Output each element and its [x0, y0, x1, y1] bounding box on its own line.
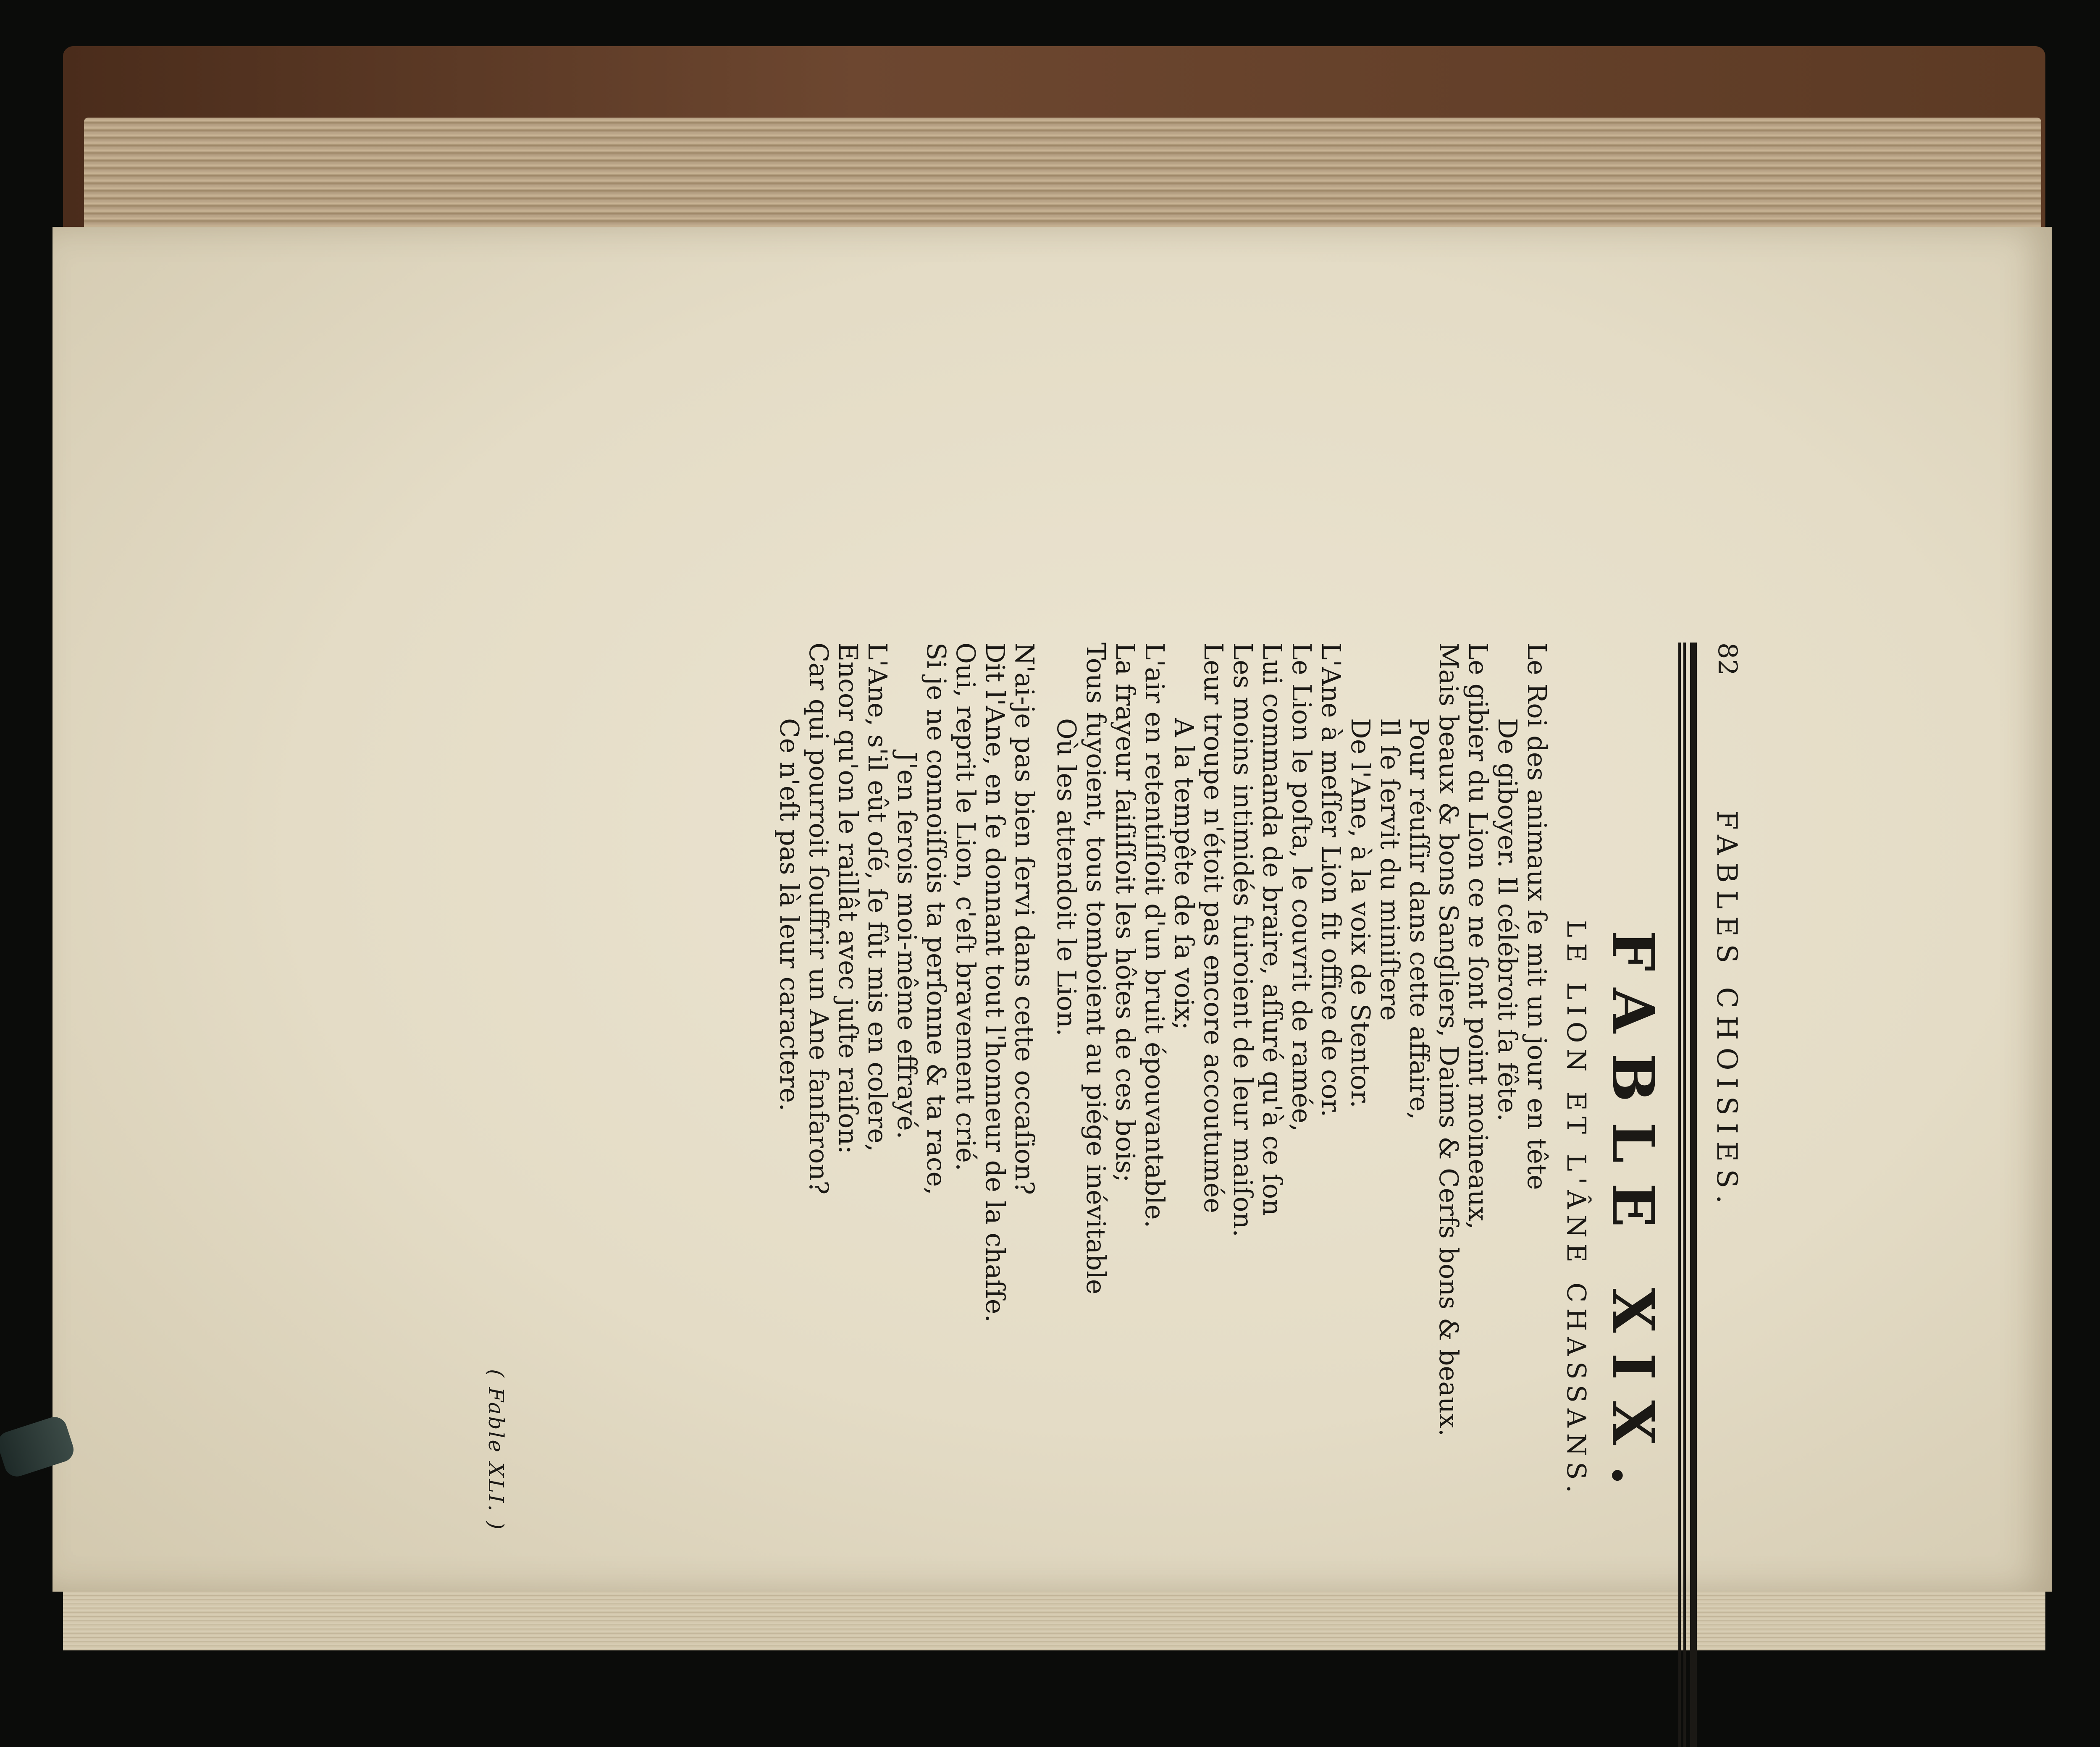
verse-line: Le Roi des animaux ſe mit un jour en tête — [1522, 643, 1552, 1190]
verse-line: Mais beaux & bons Sangliers, Daims & Cerfs bons & beaux. — [1433, 643, 1464, 1437]
verse-line: Car qui pourroit ſouffrir un Ane fanfaron? — [803, 643, 834, 1195]
verse-line: A la tempête de ſa voix; — [1169, 718, 1200, 1030]
verse-line: Il ſe ſervit du miniſtere — [1375, 718, 1405, 1021]
verse-line: L'Ane à meſſer Lion fit office de cor. — [1316, 643, 1347, 1117]
verse-line: N'ai-je pas bien ſervi dans cette occaſion? — [1009, 643, 1040, 1195]
verse-line: Où les attendoit le Lion. — [1051, 718, 1082, 1036]
verse-line: Encor qu'on le raillât avec juſte raiſon: — [833, 643, 864, 1154]
verse-line: L'Ane, s'il eût oſé, ſe fût mis en colere, — [862, 643, 893, 1152]
verse-line: De l'Ane, à la voix de Stentor. — [1345, 718, 1376, 1108]
running-head — [1701, 643, 1747, 1734]
verse-line: Le Lion le poſta, le couvrit de ramée, — [1286, 643, 1317, 1132]
rule-thick — [1690, 643, 1697, 1747]
verse-line: Lui commanda de braire, aſſuré qu'à ce ſon — [1257, 643, 1288, 1216]
verse-line: Si je ne connoiſſois ta perſonne & ta race, — [921, 643, 952, 1195]
verse-line: Tous fuyoient, tous tomboient au piége inévitable — [1081, 643, 1111, 1295]
verse-line: Ce n'eſt pas là leur caractere. — [774, 718, 805, 1112]
verse-line: De giboyer. Il célébroit ſa fête. — [1492, 718, 1523, 1122]
fable-subtitle: LE LION ET L'ÂNE CHASSANS. — [1561, 920, 1592, 1499]
running-title: FABLES CHOISIES. — [1711, 811, 1743, 1211]
rule-thin — [1678, 643, 1681, 1747]
verse-line: La frayeur ſaiſiſſoit les hôtes de ces bois; — [1110, 643, 1141, 1183]
verse-line: Oui, reprit le Lion, c'eſt bravement crié. — [950, 643, 981, 1171]
verse-line: Leur troupe n'étoit pas encore accoutumée — [1198, 643, 1229, 1213]
fable-title: FABLE XIX. — [1599, 930, 1667, 1506]
page-number: 82 — [1712, 643, 1743, 676]
verse-line: L'air en retentiſſoit d'un bruit épouvantable. — [1139, 643, 1170, 1228]
header-rule — [1676, 643, 1697, 1747]
verse-line: J'en ſerois moi-même effrayé. — [892, 752, 922, 1139]
verse-line: Pour réuſſir dans cette affaire, — [1404, 718, 1435, 1120]
verse-line: Dit l'Ane, en ſe donnant tout l'honneur de la chaſſe. — [980, 643, 1011, 1323]
rule-thin — [1683, 643, 1686, 1747]
page-text-block — [484, 643, 1747, 1734]
verse-line: Le gibier du Lion ce ne ſont point moineaux, — [1463, 643, 1494, 1230]
catchword-note: ( Fable XLI. ) — [484, 1369, 508, 1531]
verse-line: Les moins intimidés fuiroient de leur maiſon. — [1228, 643, 1258, 1237]
